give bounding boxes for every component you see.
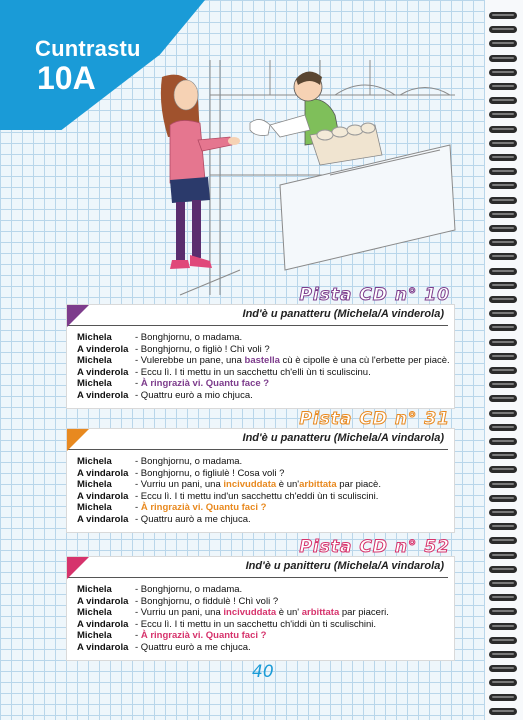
line-text [135, 514, 454, 526]
line-text-part: - [135, 502, 141, 514]
spiral-ring [489, 580, 517, 587]
spiral-ring [489, 566, 517, 573]
line-text-part: - Bonghjornu, o madama. [135, 456, 243, 467]
spiral-ring [489, 353, 517, 360]
line-text-part: è un' [276, 607, 302, 619]
spiral-ring [489, 466, 517, 473]
dialogue-line [77, 607, 454, 619]
line-text [135, 630, 454, 642]
line-text-part: - Eccu lì. I ti mettu ind'un sacchettu ch'eddi ùn ti sculiscini. [135, 490, 379, 502]
highlighted-word: arbittata [299, 479, 337, 491]
pista-label: Pista CD n° 31 [299, 409, 450, 429]
dialogue-line [77, 479, 454, 491]
dialogue-lines [67, 326, 454, 408]
line-text [135, 355, 454, 367]
spiral-ring [489, 268, 517, 275]
highlighted-word: incivuddata [223, 479, 277, 491]
line-text [135, 619, 454, 631]
spiral-ring [489, 239, 517, 246]
line-text [135, 491, 454, 503]
line-text [135, 607, 454, 619]
line-text-part: par piacè. [336, 479, 381, 491]
line-text-part: - Eccu lì. I ti mettu in un sacchettu ch'iddi ùn ti sculischini. [135, 618, 377, 630]
spiral-ring [489, 424, 517, 431]
spiral-ring [489, 310, 517, 317]
spiral-ring [489, 253, 517, 260]
spiral-ring [489, 367, 517, 374]
highlighted-word: À ringrazià vi. Quantu faci ? [140, 630, 267, 642]
line-text [135, 479, 454, 491]
line-text [135, 344, 454, 356]
corner-accent [67, 557, 89, 579]
dialogue-box-2 [66, 409, 455, 533]
dialogue-line [77, 378, 454, 390]
spiral-ring [489, 410, 517, 417]
spiral-ring [489, 694, 517, 701]
speaker-name: Michela [77, 378, 112, 390]
line-text [135, 642, 454, 654]
spiral-ring [489, 55, 517, 62]
dialogue-line [77, 456, 454, 468]
spiral-ring [489, 197, 517, 204]
spiral-ring [489, 395, 517, 402]
line-text-part: - Quattru aurò a me chjuca. [135, 513, 251, 525]
line-text-part: - Bonghjornu, o fiddulè ! Chì voli ? [135, 595, 279, 607]
pista-label: Pista CD n° 52 [299, 537, 450, 557]
dialogue-line [77, 355, 454, 367]
spiral-ring [489, 438, 517, 445]
speaker-name: A vindarola [77, 618, 129, 630]
spiral-ring [489, 339, 517, 346]
line-text [135, 596, 454, 608]
line-text-part: - Vulerebbe un pane, una [135, 355, 245, 367]
dialogue-line [77, 502, 454, 514]
line-text [135, 468, 454, 480]
dialogue-line [77, 468, 454, 480]
corner-accent [67, 305, 89, 327]
spiral-ring [489, 552, 517, 559]
dialogue-line [77, 584, 454, 596]
spiral-ring [489, 623, 517, 630]
line-text-part: - Quattru eurò a me chjuca. [135, 641, 251, 653]
line-text [135, 584, 454, 596]
dialogue-lines [67, 450, 454, 532]
spiral-ring [489, 679, 517, 686]
highlighted-word: À ringrazià vi. Quantu faci ? [140, 502, 267, 514]
line-text-part: - Bonghjornu, o figliulè ! Cosa voli ? [135, 467, 285, 479]
dialogue-title: Ind'è u panitteru (Michela/A vindarola) [245, 560, 444, 572]
dialogue-line [77, 491, 454, 503]
dialogue-box-1 [66, 285, 455, 409]
spiral-ring [489, 168, 517, 175]
spiral-ring [489, 40, 517, 47]
spiral-ring [489, 665, 517, 672]
spiral-ring [489, 495, 517, 502]
spiral-ring [489, 523, 517, 530]
dialogue-line [77, 619, 454, 631]
spiral-ring [489, 154, 517, 161]
spiral-ring [489, 126, 517, 133]
pista-label: Pista CD n° 10 [299, 285, 450, 305]
speaker-name: Michela [77, 607, 112, 619]
dialogue-lines [67, 578, 454, 660]
line-text-part: cù è cipolle è una cù l'erbette per piacè. [279, 355, 450, 367]
spiral-ring [489, 182, 517, 189]
lesson-title: Cuntrastu [35, 36, 141, 61]
corner-accent [67, 429, 89, 451]
spiral-ring [489, 211, 517, 218]
speaker-name: A vinderola [77, 366, 129, 378]
spiral-ring [489, 637, 517, 644]
speaker-name: A vindarola [77, 513, 129, 525]
speaker-name: Michela [77, 332, 112, 343]
highlighted-word: incivuddata [223, 607, 277, 619]
dialogue-line [77, 367, 454, 379]
dialogue-title: Ind'è u panatteru (Michela/A vinderola) [242, 308, 444, 320]
speaker-name: A vinderola [77, 389, 129, 401]
spiral-ring [489, 26, 517, 33]
speaker-name: A vinderola [77, 343, 129, 355]
line-text-part: - Vurriu un pani, una [135, 607, 224, 619]
lesson-number: 10A [37, 60, 96, 96]
spiral-ring [489, 608, 517, 615]
spiral-ring [489, 97, 517, 104]
dialogue-line [77, 642, 454, 654]
line-text [135, 390, 454, 402]
dialogue-box-3 [66, 537, 455, 661]
line-text-part: - Bonghjornu, o madama. [135, 332, 243, 343]
line-text-part: - Quattru eurò a mio chjuca. [135, 389, 253, 401]
highlighted-word: arbittata [301, 607, 340, 619]
spiral-ring [489, 69, 517, 76]
spiral-ring [489, 509, 517, 516]
spiral-ring [489, 225, 517, 232]
dialogue-line [77, 344, 454, 356]
speaker-name: A vindarola [77, 490, 129, 502]
speaker-name: A vindarola [77, 467, 129, 479]
line-text [135, 378, 454, 390]
spiral-binding [485, 0, 523, 720]
speaker-name: Michela [77, 630, 112, 642]
spiral-ring [489, 111, 517, 118]
line-text-part: par piaceri. [339, 607, 389, 619]
speaker-name: Michela [77, 502, 112, 514]
page-number: 40 [252, 662, 274, 682]
spiral-ring [489, 381, 517, 388]
dialogue-line [77, 332, 454, 344]
line-text-part: - [135, 630, 141, 642]
line-text-part: è un' [276, 479, 300, 491]
spiral-ring [489, 481, 517, 488]
dialogue-line [77, 596, 454, 608]
line-text-part: - Vurriu un pani, una [135, 479, 224, 491]
highlighted-word: À ringrazià vi. Quantu face ? [140, 378, 270, 390]
dialogue-line [77, 630, 454, 642]
speaker-name: A vindarola [77, 641, 129, 653]
line-text-part: - Bonghjornu, o madama. [135, 584, 243, 595]
spiral-ring [489, 708, 517, 715]
spiral-ring [489, 296, 517, 303]
speaker-name: Michela [77, 355, 112, 367]
dialogue-line [77, 514, 454, 526]
spiral-ring [489, 537, 517, 544]
spiral-ring [489, 452, 517, 459]
speaker-name: Michela [77, 456, 112, 467]
line-text [135, 456, 454, 468]
spiral-ring [489, 140, 517, 147]
spiral-ring [489, 83, 517, 90]
spiral-ring [489, 651, 517, 658]
highlighted-word: bastella [244, 355, 280, 367]
spiral-ring [489, 12, 517, 19]
line-text [135, 367, 454, 379]
speaker-name: A vindarola [77, 595, 129, 607]
dialogue-title: Ind'è u panatteru (Michela/A vindarola) [242, 432, 444, 444]
bakery-illustration [120, 55, 460, 300]
spiral-ring [489, 324, 517, 331]
line-text [135, 502, 454, 514]
spiral-ring [489, 282, 517, 289]
line-text [135, 332, 454, 344]
dialogue-line [77, 390, 454, 402]
speaker-name: Michela [77, 584, 112, 595]
line-text-part: - Bonghjornu, o figliò ! Chì voli ? [135, 343, 270, 355]
girl-figure [161, 75, 240, 269]
line-text-part: - [135, 378, 141, 390]
speaker-name: Michela [77, 479, 112, 491]
line-text-part: - Eccu lì. I ti mettu in un sacchettu ch'elli ùn ti sculiscinu. [135, 366, 371, 378]
spiral-ring [489, 594, 517, 601]
